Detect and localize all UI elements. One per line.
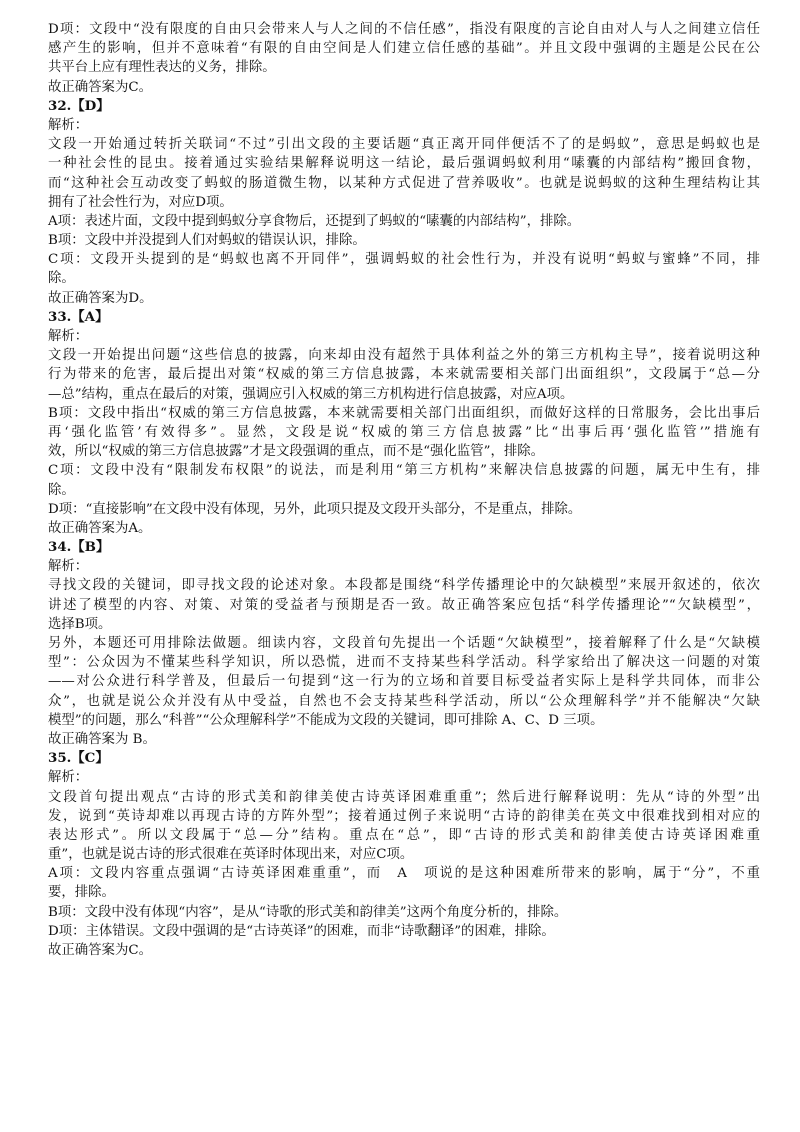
text-line: 拥有了社会性行为，对应D项。 — [48, 194, 233, 210]
text-line: 除。 — [48, 482, 75, 498]
text-line: 再‘强化监管’有效得多”。显然，文段是说“权威的第三方信息披露”比“出事后再‘强化监管’”措施有 — [48, 424, 760, 440]
text-line: 效，所以“权威的第三方信息披露”才是文段强调的重点，而不是“强化监管”，排除。 — [48, 444, 545, 460]
text-line: A项：文段内容重点强调“古诗英译困难重重”，而 A 项说的是这种困难所带来的影响，属于“分”，不重 — [48, 866, 760, 882]
text-line: 一种社会性的昆虫。接着通过实验结果解释说明这一结论，最后强调蚂蚁利用“嗉囊的内部结构”搬回食物， — [48, 156, 760, 172]
text-line: 故正确答案为 B。 — [48, 731, 156, 747]
text-line: 解析： — [48, 117, 89, 133]
text-line: 发，说到“英诗却难以再现古诗的方阵外型”；接着通过例子来说明“古诗的韵律美在英文中很难找到相对应的 — [48, 808, 760, 824]
text-line: 解析： — [48, 770, 89, 786]
text-line: B项：文段中没有体现“内容”，是从“诗歌的形式美和韵律美”这两个角度分析的，排除。 — [48, 904, 568, 920]
text-line: 故正确答案为D。 — [48, 290, 153, 306]
text-line: 要，排除。 — [48, 885, 115, 901]
text-line: 故正确答案为C。 — [48, 943, 152, 958]
text-line: 共平台上应有理性表达的义务，排除。 — [48, 60, 276, 76]
text-line: 故正确答案为A。 — [48, 520, 152, 536]
text-line: 另外，本题还可用排除法做题。细读内容，文段首句先提出一个话题“欠缺模型”，接着解释了什么是“欠缺模 — [48, 636, 760, 651]
text-line: 模型”的问题，那么“科普”“公众理解科学”不能成为文段的关键词，即可排除 A、C、D 三项。 — [48, 712, 604, 728]
text-line: B项：文段中指出“权威的第三方信息披露，本来就需要相关部门出面组织，而做好这样的日常服务，会比出事后 — [48, 405, 760, 421]
text-line: 文段一开始提出问题“这些信息的披露，向来却由没有超然于具体利益之外的第三方机构主导”，接着说明这种 — [48, 348, 760, 364]
text-line: D项：文段中“没有限度的自由只会带来人与人之间的不信任感”，指没有限度的言论自由对人与人之间建立信任 — [48, 22, 760, 37]
text-line: 型”：公众因为不懂某些科学知识，所以恐慌，进而不支持某些科学活动。科学家给出了解决这一问题的对策 — [48, 655, 760, 671]
text-line: D项：“直接影响”在文段中没有体现，另外，此项只提及文段开头部分，不是重点，排除。 — [48, 501, 582, 517]
text-line: 寻找文段的关键词，即寻找文段的论述对象。本段都是围绕“科学传播理论中的欠缺模型”来展开叙述的，依次 — [48, 578, 760, 594]
text-line: 文段首句提出观点“古诗的形式美和韵律美使古诗英译困难重重”；然后进行解释说明：先从“诗的外型”出 — [48, 789, 760, 805]
text-line: B项：文段中并没提到人们对蚂蚁的错误认识，排除。 — [48, 233, 366, 249]
answer-explanation-document — [48, 20, 760, 960]
question-number-heading: 32.【D】 — [48, 97, 110, 114]
text-line: ——对公众进行科学普及，但最后一句提到“这一行为的立场和首要目标受益者实际上是科学共同体，而非公 — [48, 674, 760, 690]
text-line: D项：主体错误。文段中强调的是“古诗英译”的困难，而非“诗歌翻译”的困难，排除。 — [48, 923, 555, 939]
text-line: 文段一开始通过转折关联词“不过”引出文段的主要话题“真正离开同伴便活不了的是蚂蚁”，意思是蚂蚁也是 — [48, 137, 760, 153]
text-line: 解析： — [48, 559, 89, 575]
text-line: 讲述了模型的内容、对策、对策的受益者与预期是否一致。故正确答案应包括“科学传播理论”“欠缺模型”， — [48, 597, 760, 613]
text-line: —总”结构，重点在最后的对策，强调应引入权威的第三方机构进行信息披露，对应A项。 — [48, 386, 574, 402]
text-line: 感产生的影响，但并不意味着“有限的自由空间是人们建立信任感的基础”。并且文段中强调的主题是公民在公 — [48, 41, 760, 57]
text-line: 除。 — [48, 271, 75, 287]
text-line: 解析： — [48, 329, 89, 344]
text-line: 而“这种社会互动改变了蚂蚁的肠道微生物，以某种方式促进了营养吸收”。也就是说蚂蚁的这种生理结构让其 — [48, 175, 760, 191]
question-number-heading: 33.【A】 — [48, 308, 109, 325]
text-line: C项：文段中没有“限制发布权限”的说法，而是利用“第三方机构”来解决信息披露的问题，属无中生有，排 — [48, 463, 760, 479]
text-line: 故正确答案为C。 — [48, 79, 152, 95]
text-line: 表达形式”。所以文段属于“总—分”结构。重点在“总”，即“古诗的形式美和韵律美使古诗英译困难重 — [48, 827, 760, 843]
text-line: 选择B项。 — [48, 616, 112, 632]
text-line: C项：文段开头提到的是“蚂蚁也离不开同伴”，强调蚂蚁的社会性行为，并没有说明“蚂蚁与蜜蜂”不同，排 — [48, 252, 760, 268]
question-number-heading: 34.【B】 — [48, 539, 110, 556]
text-line: A项：表述片面，文段中提到蚂蚁分享食物后，还提到了蚂蚁的“嗉囊的内部结构”，排除。 — [48, 213, 581, 229]
text-line: 重”，也就是说古诗的形式很难在英译时体现出来，对应C项。 — [48, 847, 414, 863]
text-line: 行为带来的危害，最后提出对策“权威的第三方信息披露，本来就需要相关部门出面组织”，文段属于“总—分 — [48, 367, 760, 383]
question-number-heading: 35.【C】 — [48, 750, 109, 767]
text-line: 众”，也就是说公众并没有从中受益，自然也不会支持某些科学活动，所以“公众理解科学”并不能解决“欠缺 — [48, 693, 760, 709]
